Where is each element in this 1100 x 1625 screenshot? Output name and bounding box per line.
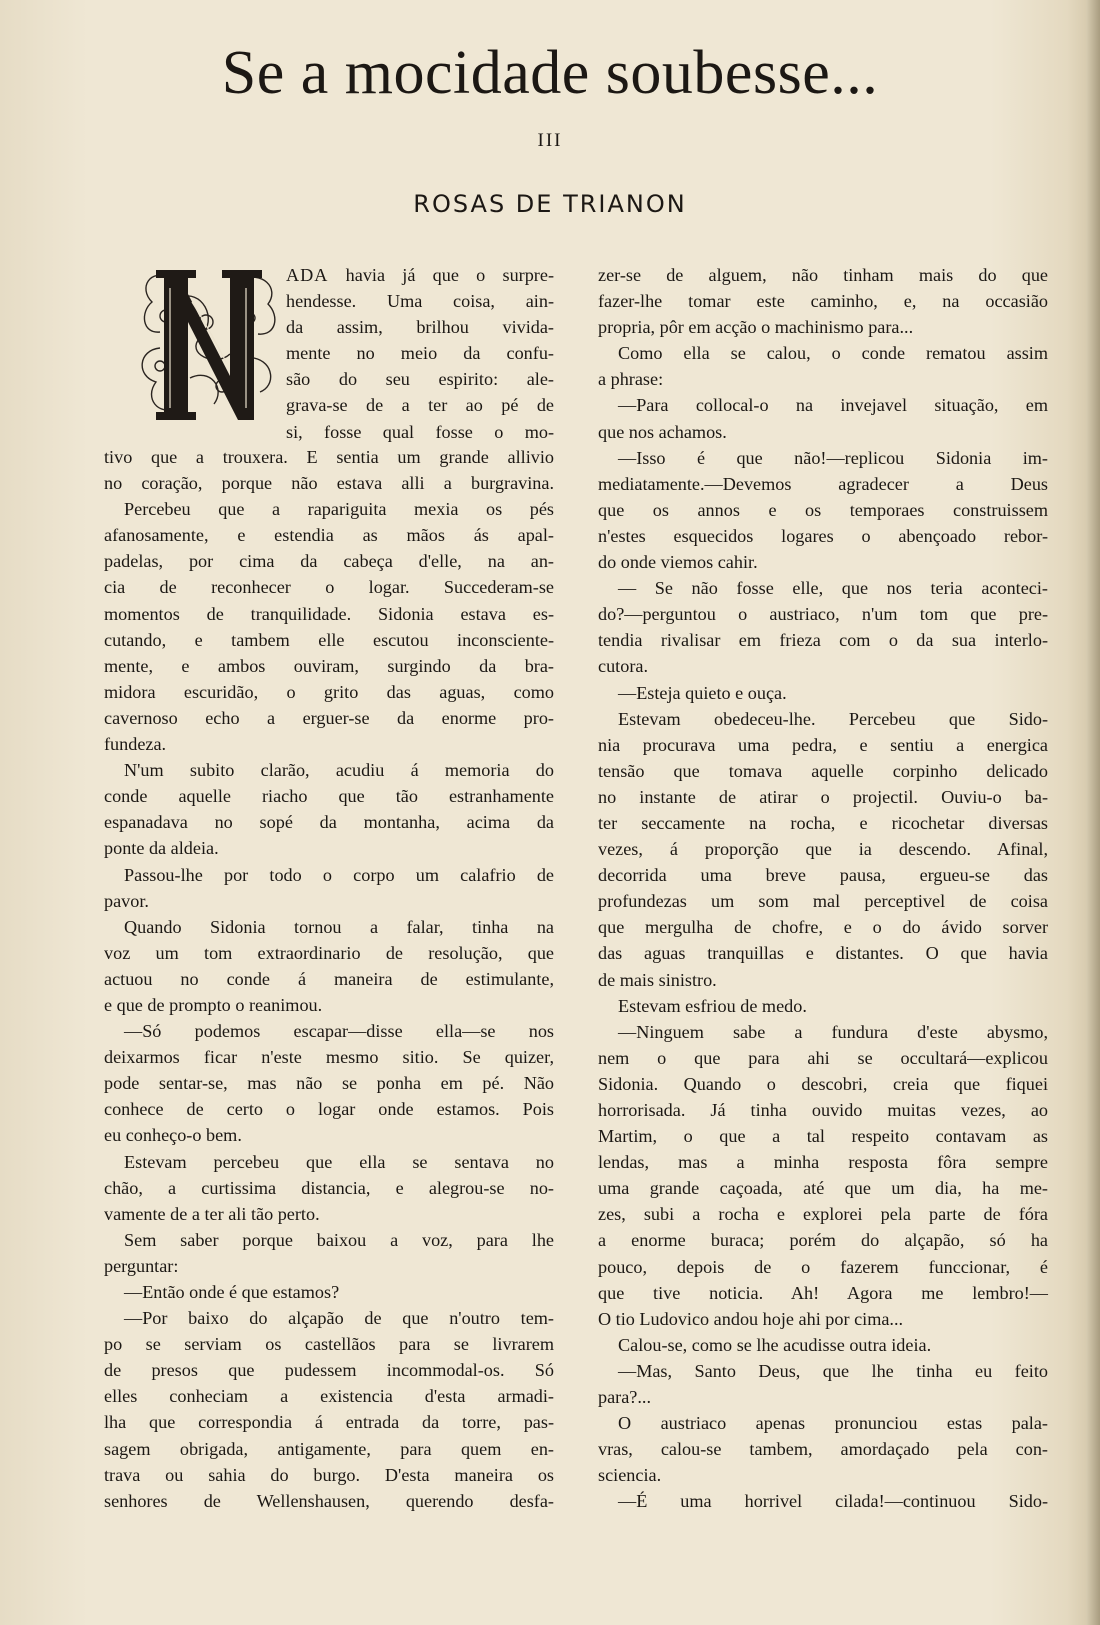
text-line: uma grande caçoada, até que um dia, ha me- xyxy=(598,1178,1048,1199)
text-line: decorrida uma breve pausa, ergueu-se das xyxy=(598,865,1048,886)
text-line: Estevam obedeceu-lhe. Percebeu que Sido- xyxy=(618,708,1048,729)
text-line: ADA havia já que o surpre- xyxy=(286,265,554,285)
right-column xyxy=(598,262,1048,1515)
text-line: —Isso é que não!—replicou Sidonia im- xyxy=(618,447,1048,468)
text-line: Como ella se calou, o conde rematou assim xyxy=(618,343,1048,364)
text-line: chão, a curtissima distancia, e alegrou-se no- xyxy=(104,1177,554,1198)
page-edge xyxy=(1086,0,1100,1625)
text-line: conhece de certo o logar onde estamos. Pois xyxy=(104,1099,554,1120)
text-line: O austriaco apenas pronunciou estas pala- xyxy=(618,1413,1048,1434)
text-line: horrorisada. Já tinha ouvido muitas vezes, ao xyxy=(598,1100,1048,1120)
text-line: tendia rivalisar em frieza com o da sua interlo- xyxy=(598,630,1048,651)
dropcap-block xyxy=(104,262,554,444)
text-line: —Ninguem sabe a fundura d'este abysmo, xyxy=(618,1021,1048,1042)
text-line: afanosamente, e estendia as mãos ás apal- xyxy=(104,525,554,546)
text-line: lha que correspondia á entrada da torre, pas- xyxy=(104,1412,554,1433)
text-line: da assim, brilhou vivida- xyxy=(286,317,554,338)
dropcap-continuation: ADA xyxy=(286,265,329,285)
text-line: —Mas, Santo Deus, que lhe tinha eu feito xyxy=(618,1360,1048,1381)
text-line: elles conheciam a existencia d'esta armadi- xyxy=(104,1386,554,1407)
text-line: cutando, e tambem elle escutou inconsciente- xyxy=(104,629,554,650)
text-line: cavernoso echo a erguer-se da enorme pro- xyxy=(104,707,554,728)
text-line: espanadava no sopé da montanha, acima da xyxy=(104,812,554,833)
text-line: pouco, depois de o fazerem funccionar, é xyxy=(598,1256,1048,1277)
text-line: — Se não fosse elle, que nos teria aconteci- xyxy=(618,578,1048,599)
text-line: conde aquelle riacho que tão estranhamente xyxy=(104,786,554,807)
text-line: midora escuridão, o grito das aguas, como xyxy=(104,681,554,702)
text-line: actuou no conde á maneira de estimulante, xyxy=(104,968,554,989)
text-line: ter seccamente na rocha, e ricochetar diversas xyxy=(598,812,1048,833)
text-line: que nos achamos. xyxy=(598,421,727,442)
text-line: nia procurava uma pedra, e sentiu a energica xyxy=(598,734,1048,755)
text-line: sciencia. xyxy=(598,1465,662,1486)
text-line: eu conheço-o bem. xyxy=(104,1125,242,1146)
text-line: Sidonia. Quando o descobri, creia que fiquei xyxy=(598,1073,1048,1094)
text-line: —É uma horrivel cilada!—continuou Sido- xyxy=(618,1491,1048,1512)
page-title: Se a mocidade soubesse... xyxy=(221,39,879,107)
text-line: fundeza. xyxy=(104,734,167,755)
text-line: voz um tom extraordinario de resolução, que xyxy=(104,942,554,963)
text-line: Martim, o que a tal respeito contavam as xyxy=(598,1126,1048,1147)
text-line: zes, subi a rocha e explorei pela parte de fóra xyxy=(598,1204,1048,1225)
right-column-body xyxy=(598,262,1048,1515)
text-line: Estevam esfriou de medo. xyxy=(618,995,807,1016)
text-line: po se serviam os castellãos para se livrarem xyxy=(104,1334,554,1355)
text-line: do onde viemos cahir. xyxy=(598,552,758,573)
text-line: são do seu espirito: ale- xyxy=(286,369,554,390)
text-line: no instante de atirar o projectil. Ouviu-o ba- xyxy=(598,786,1048,807)
text-line: Estevam percebeu que ella se sentava no xyxy=(124,1151,554,1172)
text-line: que mergulha de chofre, e o do ávido sorver xyxy=(598,917,1048,938)
text-line: que os annos e os temporaes construissem xyxy=(598,499,1048,520)
text-line: zer-se de alguem, não tinham mais do que xyxy=(598,265,1048,285)
text-line: nem o que para ahi se occultará—explicou xyxy=(598,1047,1048,1068)
text-line: hendesse. Uma coisa, ain- xyxy=(286,291,554,312)
dropcap-adjacent-lines xyxy=(286,262,554,445)
text-line: sagem obrigada, antigamente, para quem en- xyxy=(104,1438,554,1459)
text-line: lendas, mas a minha resposta fôra sempre xyxy=(598,1152,1048,1173)
text-line: O tio Ludovico andou hoje ahi por cima... xyxy=(598,1308,904,1329)
text-line: Percebeu que a rapariguita mexia os pés xyxy=(124,499,554,520)
text-line: vezes, á proporção que ia descendo. Afinal, xyxy=(598,839,1048,860)
text-line: a enorme buraca; porém do alçapão, só ha xyxy=(598,1230,1048,1251)
text-line: —Esteja quieto e ouça. xyxy=(618,682,787,703)
text-line: das aguas tranquillas e distantes. O que havia xyxy=(598,943,1048,964)
text-line: profundezas um som mal perceptivel de coisa xyxy=(598,891,1048,912)
text-line: mediatamente.—Devemos agradecer a Deus xyxy=(598,473,1048,494)
text-line: de mais sinistro. xyxy=(598,969,717,990)
text-line: no coração, porque não estava alli a burgravina. xyxy=(104,473,554,494)
text-line: deixarmos ficar n'este mesmo sitio. Se quizer, xyxy=(104,1047,554,1068)
text-line: para?... xyxy=(598,1387,652,1408)
text-line: Quando Sidonia tornou a falar, tinha na xyxy=(124,916,554,937)
text-line: —Só podemos escapar—disse ella—se nos xyxy=(124,1021,554,1042)
text-line: fazer-lhe tomar este caminho, e, na occasião xyxy=(598,291,1048,312)
text-line: vamente de a ter ali tão perto. xyxy=(104,1203,320,1224)
text-line: tensão que tomava aquelle corpinho delicado xyxy=(598,760,1048,781)
text-line: tivo que a trouxera. E sentia um grande allivio xyxy=(104,447,554,467)
text-line: momentos de tranquilidade. Sidonia estava es- xyxy=(104,603,554,624)
text-line: trava ou sahia do burgo. D'esta maneira os xyxy=(104,1464,554,1485)
text-line: e que de prompto o reanimou. xyxy=(104,994,323,1015)
text-line: Calou-se, como se lhe acudisse outra ideia. xyxy=(618,1334,932,1355)
text-line: —Para collocal-o na invejavel situação, em xyxy=(618,395,1048,416)
text-line: —Então onde é que estamos? xyxy=(124,1282,340,1302)
text-line: que tive noticia. Ah! Agora me lembro!— xyxy=(598,1282,1048,1303)
left-column-body xyxy=(104,444,554,1514)
text-line: n'estes esquecidos logares o abençoado rebor- xyxy=(598,525,1048,546)
text-line: grava-se de a ter ao pé de xyxy=(286,395,554,416)
text-line: mente, e ambos ouviram, surgindo da bra- xyxy=(104,655,554,676)
left-column xyxy=(104,262,554,1514)
text-line: si, fosse qual fosse o mo- xyxy=(286,421,554,442)
text-line: cutora. xyxy=(598,656,648,677)
text-line: cia de reconhecer o logar. Succederam-se xyxy=(104,577,554,598)
text-line: a phrase: xyxy=(598,369,664,390)
text-line: vras, calou-se tambem, amordaçado pela con- xyxy=(598,1439,1048,1460)
text-line: pavor. xyxy=(104,890,149,911)
text-line: do?—perguntou o austriaco, n'um tom que pre- xyxy=(598,604,1048,625)
text-line: de presos que pudessem incommodal-os. Só xyxy=(104,1360,554,1381)
text-line: senhores de Wellenshausen, querendo desfa- xyxy=(104,1490,554,1511)
section-title: ROSAS DE TRIANON xyxy=(413,190,687,218)
ornate-initial-n-icon xyxy=(130,258,282,430)
text-line: propria, pôr em acção o machinismo para... xyxy=(598,317,914,338)
text-line: pode sentar-se, mas não se ponha em pé. Não xyxy=(104,1073,554,1094)
text-line: perguntar: xyxy=(104,1255,179,1276)
text-line: —Por baixo do alçapão de que n'outro tem- xyxy=(124,1308,554,1329)
text-line: mente no meio da confu- xyxy=(286,343,554,364)
text-line: padelas, por cima da cabeça d'elle, na an- xyxy=(104,551,554,572)
text-line: N'um subito clarão, acudiu á memoria do xyxy=(124,760,554,781)
text-line: Passou-lhe por todo o corpo um calafrio de xyxy=(124,864,554,885)
text-line: ponte da aldeia. xyxy=(104,838,219,859)
text-line: Sem saber porque baixou a voz, para lhe xyxy=(124,1229,554,1250)
chapter-number: III xyxy=(537,130,563,151)
